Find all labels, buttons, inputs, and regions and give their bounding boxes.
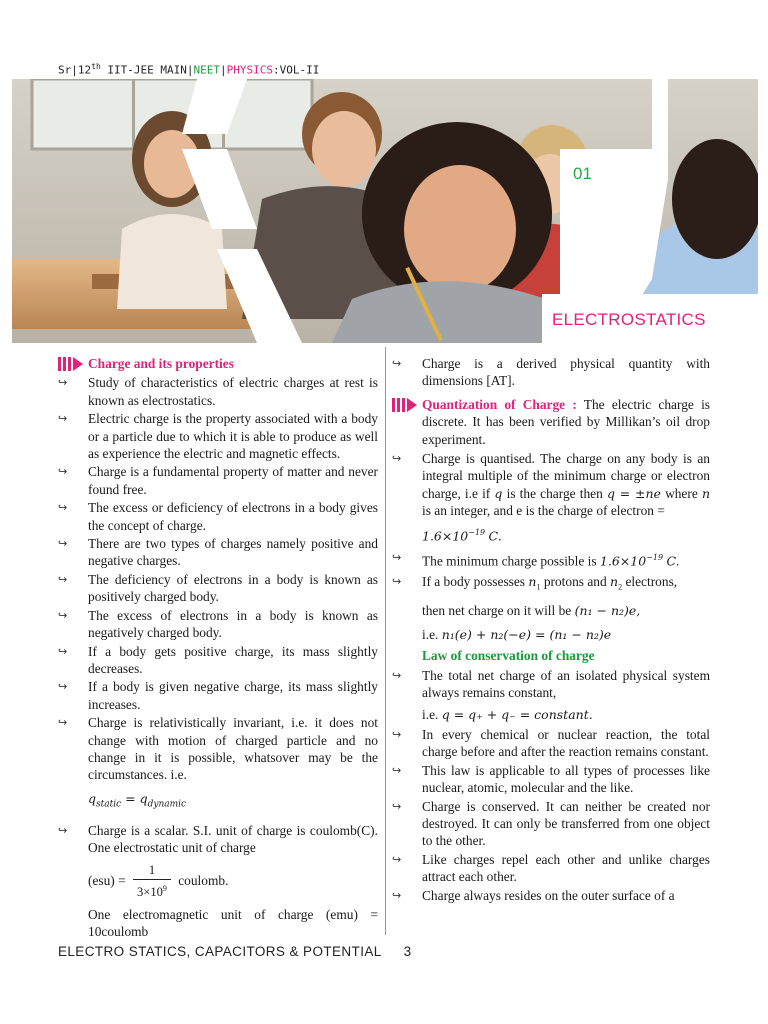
list-item: ↪ Charge always resides on the outer surface of a (392, 887, 675, 903)
running-header: Sr|12th IIT-JEE MAIN|NEET|PHYSICS:VOL-II (58, 62, 320, 77)
emu-line: One electromagnetic unit of charge (emu) = 10coulomb (88, 906, 378, 940)
bullet-arrow-icon: ↪ (58, 501, 68, 515)
list-item: ↪ If a body is given negative charge, its mass slightly increases. (58, 679, 378, 712)
list-item: ↪ The excess of electrons in a body is known as negatively charged body. (58, 607, 378, 641)
right-column (392, 355, 710, 905)
list-item: ↪ Charge is relativistically invariant, i.e. it does not change with motion of charged particle and no change in it is possible, whatsover may be the circumstances. i.e. (58, 715, 378, 783)
list-item: ↪ In every chemical or nuclear reaction, the total charge before and after the reaction remains constant. (392, 726, 710, 760)
section-heading (58, 355, 378, 372)
bullet-arrow-icon: ↪ (392, 575, 402, 589)
page-number: 3 (403, 944, 412, 959)
invariance-equation: $q_{static} = q_{dynamic}$ (88, 790, 187, 810)
list-item: ↪ Charge is a scalar. S.I. unit of charge is coulomb(C). One electrostatic unit of charge (58, 822, 378, 856)
column-divider (385, 347, 386, 935)
bullet-arrow-icon: ↪ (392, 668, 402, 682)
chapter-cover-photo (12, 79, 758, 343)
list-item: ↪ The excess or deficiency of electrons in a body gives the concept of charge. (58, 500, 378, 533)
chapter-number: 01 (573, 164, 592, 183)
bullet-arrow-icon: ↪ (392, 727, 402, 741)
bullet-arrow-icon: ↪ (392, 550, 402, 564)
page-footer (58, 944, 412, 959)
list-item: ↪ Charge is conserved. It can neither be created nor destroyed. It can only be transferred from one object to the other. (392, 798, 710, 849)
esu-equation: (esu) = $\frac{1}{3\times 10^9}$ coulomb. (58, 862, 378, 902)
bullet-arrow-icon: ↪ (58, 412, 68, 426)
list-item: ↪ Charge is quantised. The charge on any body is an integral multiple of the minimum charge or electron charge, i.e if q is the charge then q = ±ne where n is an integer, and e is the charge of electron = $1.6\times 10^{-19}$ C. (392, 451, 710, 544)
section-heading: Quantization of Charge : The electric charge is discrete. It has been verified by Millikan’s oil drop experiment. (392, 396, 710, 448)
classroom-illustration (12, 79, 758, 343)
section-marker-icon (392, 398, 418, 412)
bullet-arrow-icon: ↪ (58, 716, 68, 730)
list-item: ↪ There are two types of charges namely positive and negative charges. (58, 536, 378, 569)
bullet-arrow-icon: ↪ (58, 537, 68, 551)
list-item: ↪ Study of characteristics of electric charges at rest is known as electrostatics. (58, 375, 378, 408)
bullet-arrow-icon: ↪ (392, 357, 402, 370)
law-title: Law of conservation of charge (422, 648, 595, 664)
list-item: ↪ Charge is a derived physical quantity with dimensions [AT]. (392, 356, 710, 389)
left-column (58, 355, 378, 940)
bullet-arrow-icon: ↪ (392, 852, 402, 866)
chapter-title: ELECTROSTATICS (552, 310, 706, 329)
section-marker-icon (58, 357, 84, 371)
conservation-equation: i.e. q = q₊ + q₋ = constant. (422, 706, 593, 722)
bullet-arrow-icon: ↪ (58, 680, 68, 694)
bullet-arrow-icon: ↪ (58, 644, 68, 658)
bullet-arrow-icon: ↪ (58, 376, 68, 390)
section-title: Charge and its properties (88, 356, 234, 371)
list-item: ↪ Like charges repel each other and unlike charges attract each other. (392, 851, 710, 885)
bullet-arrow-icon: ↪ (58, 465, 68, 479)
list-item: ↪ Electric charge is the property associated with a body or a particle due to which it is able to produce as well as experience the electric and magnetic effects. (58, 411, 378, 462)
bullet-arrow-icon: ↪ (58, 608, 68, 622)
list-item: ↪ This law is applicable to all types of processes like nuclear, atomic, molecular and the like. (392, 762, 710, 796)
list-item: ↪ The minimum charge possible is $1.6\times 10^{-19}$ C. (392, 550, 680, 568)
list-item: ↪ The deficiency of electrons in a body is known as positively charged body. (58, 571, 378, 605)
bullet-arrow-icon: ↪ (392, 763, 402, 777)
bullet-arrow-icon: ↪ (58, 823, 68, 837)
bullet-arrow-icon: ↪ (392, 799, 402, 813)
esu-fraction: $\frac{1}{3\times 10^9}$ (133, 862, 171, 902)
bullet-arrow-icon: ↪ (392, 452, 402, 466)
list-item: ↪ If a body possesses $n_1$ protons and $n_2$ electrons, then net charge on it will be (n₁ − n₂)e, (392, 574, 678, 619)
section-title: Quantization of Charge : (422, 396, 577, 412)
list-item: ↪ The total net charge of an isolated physical system always remains constant, (392, 667, 710, 701)
net-charge-equation: i.e. n₁(e) + n₂(−e) = (n₁ − n₂)e (422, 626, 612, 642)
list-item: ↪ Charge is a fundamental property of matter and never found free. (58, 464, 378, 497)
bullet-arrow-icon: ↪ (58, 572, 68, 586)
bullet-arrow-icon: ↪ (392, 888, 402, 902)
footer-title: ELECTRO STATICS, CAPACITORS & POTENTIAL (58, 944, 382, 959)
list-item: ↪ If a body gets positive charge, its mass slightly decreases. (58, 643, 378, 676)
